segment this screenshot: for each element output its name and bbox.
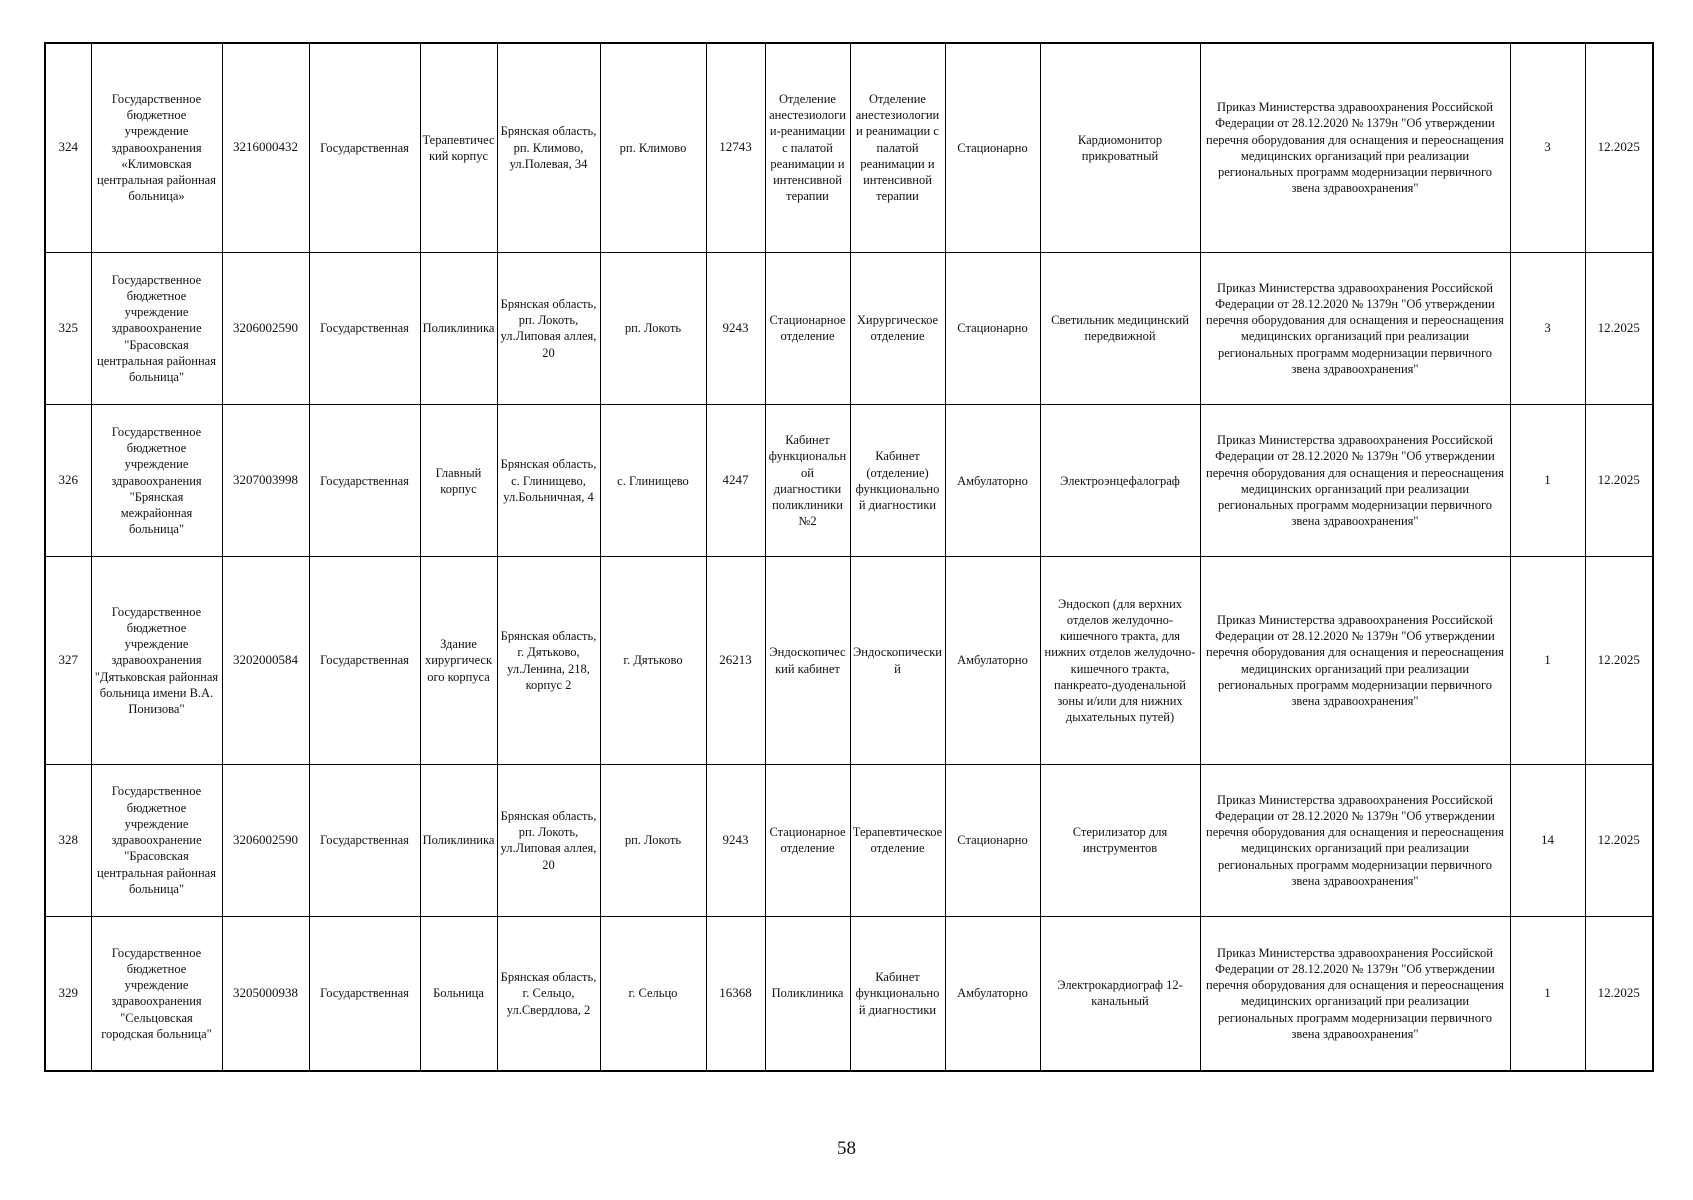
table-row (45, 764, 1653, 916)
deadline-cell: 12.2025 (1585, 764, 1653, 916)
organization-name-cell: Государственное бюджетное учреждение здравоохранение "Брасовская центральная районная больница" (91, 764, 222, 916)
ownership-form-cell: Государственная (309, 557, 420, 764)
locality-cell: г. Сельцо (600, 916, 706, 1071)
department-cell: Кабинет функциональной диагностики поликлиники №2 (765, 405, 850, 557)
address-cell: Брянская область, г. Сельцо, ул.Свердлова, 2 (497, 916, 600, 1071)
address-cell: Брянская область, рп. Климово, ул.Полевая, 34 (497, 43, 600, 252)
unit-type-cell: Хирургическое отделение (850, 252, 945, 404)
ownership-form-cell: Государственная (309, 916, 420, 1071)
address-cell: Брянская область, рп. Локоть, ул.Липовая аллея, 20 (497, 252, 600, 404)
legal-basis-cell: Приказ Министерства здравоохранения Российской Федерации от 28.12.2020 № 1379н "Об утверждении перечня оборудования для оснащения и переоснащения медицинских организаций при реализации региональных программ модернизации первичного звена здравоохранения" (1200, 43, 1510, 252)
organization-name-cell: Государственное бюджетное учреждение здравоохранения "Брянская межрайонная больница" (91, 405, 222, 557)
department-cell: Отделение анестезиологии-реанимации с палатой реанимации и интенсивной терапии (765, 43, 850, 252)
ownership-form-cell: Государственная (309, 405, 420, 557)
table-row (45, 43, 1653, 252)
legal-basis-cell: Приказ Министерства здравоохранения Российской Федерации от 28.12.2020 № 1379н "Об утверждении перечня оборудования для оснащения и переоснащения медицинских организаций при реализации региональных программ модернизации первичного звена здравоохранения" (1200, 252, 1510, 404)
address-cell: Брянская область, рп. Локоть, ул.Липовая аллея, 20 (497, 764, 600, 916)
population-cell: 26213 (706, 557, 765, 764)
locality-cell: г. Дятьково (600, 557, 706, 764)
department-cell: Эндоскопический кабинет (765, 557, 850, 764)
address-cell: Брянская область, с. Глинищево, ул.Больничная, 4 (497, 405, 600, 557)
row-number-cell: 325 (45, 252, 91, 404)
organization-name-cell: Государственное бюджетное учреждение здравоохранение "Брасовская центральная районная больница" (91, 252, 222, 404)
inn-cell: 3207003998 (222, 405, 309, 557)
inn-cell: 3216000432 (222, 43, 309, 252)
equipment-name-cell: Стерилизатор для инструментов (1040, 764, 1200, 916)
row-number-cell: 326 (45, 405, 91, 557)
ownership-form-cell: Государственная (309, 252, 420, 404)
row-number-cell: 324 (45, 43, 91, 252)
equipment-name-cell: Эндоскоп (для верхних отделов желудочно-кишечного тракта, для нижних отделов желудочно-кишечного тракта, панкреато-дуоденальной зоны и/или для нижних дыхательных путей) (1040, 557, 1200, 764)
unit-type-cell: Кабинет (отделение) функциональной диагностики (850, 405, 945, 557)
building-cell: Поликлиника (420, 252, 497, 404)
locality-cell: рп. Локоть (600, 764, 706, 916)
equipment-table (44, 42, 1654, 1072)
quantity-cell: 14 (1510, 764, 1585, 916)
inn-cell: 3206002590 (222, 764, 309, 916)
unit-type-cell: Кабинет функциональной диагностики (850, 916, 945, 1071)
equipment-name-cell: Электроэнцефалограф (1040, 405, 1200, 557)
population-cell: 4247 (706, 405, 765, 557)
table-row (45, 557, 1653, 764)
table-row (45, 916, 1653, 1071)
deadline-cell: 12.2025 (1585, 43, 1653, 252)
building-cell: Главный корпус (420, 405, 497, 557)
unit-type-cell: Отделение анестезиологии и реанимации с палатой реанимации и интенсивной терапии (850, 43, 945, 252)
department-cell: Стационарное отделение (765, 252, 850, 404)
care-condition-cell: Амбулаторно (945, 557, 1040, 764)
equipment-name-cell: Светильник медицинский передвижной (1040, 252, 1200, 404)
page-number: 58 (837, 1138, 856, 1159)
population-cell: 12743 (706, 43, 765, 252)
organization-name-cell: Государственное бюджетное учреждение здравоохранения "Сельцовская городская больница" (91, 916, 222, 1071)
inn-cell: 3205000938 (222, 916, 309, 1071)
address-cell: Брянская область, г. Дятьково, ул.Ленина, 218, корпус 2 (497, 557, 600, 764)
department-cell: Поликлиника (765, 916, 850, 1071)
ownership-form-cell: Государственная (309, 764, 420, 916)
building-cell: Поликлиника (420, 764, 497, 916)
legal-basis-cell: Приказ Министерства здравоохранения Российской Федерации от 28.12.2020 № 1379н "Об утверждении перечня оборудования для оснащения и переоснащения медицинских организаций при реализации региональных программ модернизации первичного звена здравоохранения" (1200, 405, 1510, 557)
care-condition-cell: Стационарно (945, 764, 1040, 916)
quantity-cell: 1 (1510, 405, 1585, 557)
care-condition-cell: Стационарно (945, 43, 1040, 252)
organization-name-cell: Государственное бюджетное учреждение здравоохранения «Климовская центральная районная больница» (91, 43, 222, 252)
population-cell: 9243 (706, 764, 765, 916)
equipment-name-cell: Кардиомонитор прикроватный (1040, 43, 1200, 252)
organization-name-cell: Государственное бюджетное учреждение здравоохранения "Дятьковская районная больница имени В.А. Понизова" (91, 557, 222, 764)
building-cell: Больница (420, 916, 497, 1071)
care-condition-cell: Стационарно (945, 252, 1040, 404)
unit-type-cell: Эндоскопический (850, 557, 945, 764)
unit-type-cell: Терапевтическое отделение (850, 764, 945, 916)
locality-cell: с. Глинищево (600, 405, 706, 557)
building-cell: Терапевтический корпус (420, 43, 497, 252)
equipment-name-cell: Электрокардиограф 12-канальный (1040, 916, 1200, 1071)
department-cell: Стационарное отделение (765, 764, 850, 916)
inn-cell: 3202000584 (222, 557, 309, 764)
quantity-cell: 3 (1510, 252, 1585, 404)
table-row (45, 405, 1653, 557)
legal-basis-cell: Приказ Министерства здравоохранения Российской Федерации от 28.12.2020 № 1379н "Об утверждении перечня оборудования для оснащения и переоснащения медицинских организаций при реализации региональных программ модернизации первичного звена здравоохранения" (1200, 557, 1510, 764)
locality-cell: рп. Локоть (600, 252, 706, 404)
deadline-cell: 12.2025 (1585, 252, 1653, 404)
quantity-cell: 1 (1510, 916, 1585, 1071)
building-cell: Здание хирургического корпуса (420, 557, 497, 764)
care-condition-cell: Амбулаторно (945, 405, 1040, 557)
row-number-cell: 327 (45, 557, 91, 764)
ownership-form-cell: Государственная (309, 43, 420, 252)
legal-basis-cell: Приказ Министерства здравоохранения Российской Федерации от 28.12.2020 № 1379н "Об утверждении перечня оборудования для оснащения и переоснащения медицинских организаций при реализации региональных программ модернизации первичного звена здравоохранения" (1200, 916, 1510, 1071)
deadline-cell: 12.2025 (1585, 405, 1653, 557)
legal-basis-cell: Приказ Министерства здравоохранения Российской Федерации от 28.12.2020 № 1379н "Об утверждении перечня оборудования для оснащения и переоснащения медицинских организаций при реализации региональных программ модернизации первичного звена здравоохранения" (1200, 764, 1510, 916)
quantity-cell: 3 (1510, 43, 1585, 252)
locality-cell: рп. Климово (600, 43, 706, 252)
population-cell: 9243 (706, 252, 765, 404)
quantity-cell: 1 (1510, 557, 1585, 764)
deadline-cell: 12.2025 (1585, 557, 1653, 764)
row-number-cell: 328 (45, 764, 91, 916)
care-condition-cell: Амбулаторно (945, 916, 1040, 1071)
inn-cell: 3206002590 (222, 252, 309, 404)
table-row (45, 252, 1653, 404)
table-body (45, 43, 1653, 1071)
population-cell: 16368 (706, 916, 765, 1071)
row-number-cell: 329 (45, 916, 91, 1071)
deadline-cell: 12.2025 (1585, 916, 1653, 1071)
